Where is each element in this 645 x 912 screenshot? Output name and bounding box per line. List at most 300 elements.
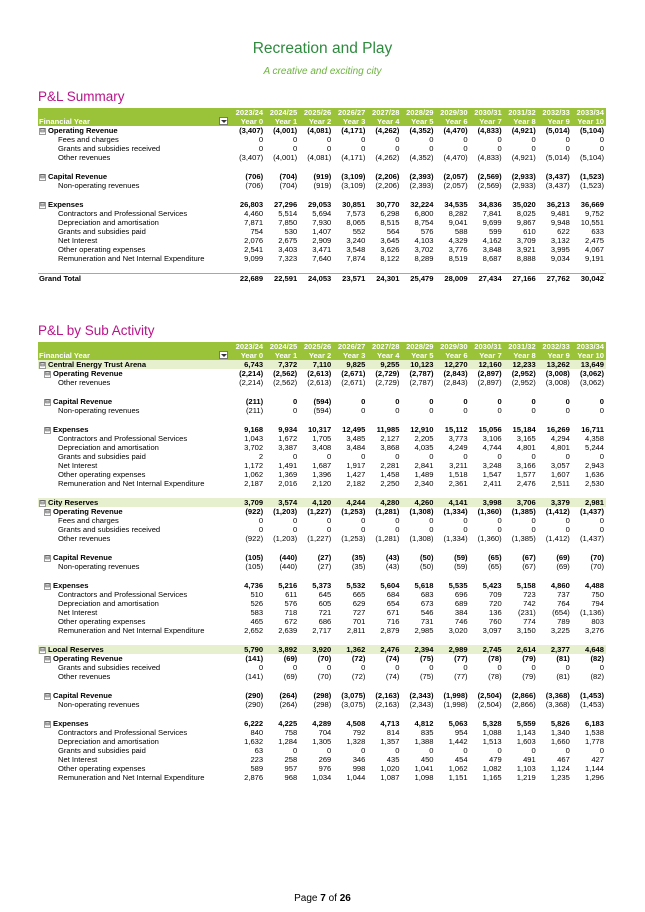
value-cell: (2,671) [341,369,366,378]
collapse-toggle-icon[interactable]: ⊟ [45,692,51,699]
value-cell: 4,736 [244,581,264,590]
row-label-cell [38,700,231,709]
collapse-toggle-icon[interactable]: ⊟ [45,554,51,561]
value-cell: 0 [565,406,570,415]
value-cell: 13,649 [572,360,606,369]
value-cell: 2,361 [448,479,468,488]
value-cell: 0 [292,144,298,153]
table-row [38,479,606,488]
value-cell: 0 [599,452,604,461]
value-cell: (1,308) [409,507,434,516]
table-row [38,599,606,608]
value-cell: (2,504) [477,691,502,700]
value-cell: (70) [317,654,332,663]
value-cell: 4,801 [550,443,570,452]
table-row [38,728,606,737]
value-cell: 1,340 [550,728,570,737]
value-cell: 0 [599,406,604,415]
spacer-row [38,162,606,172]
value-cell: 764 [557,599,570,608]
value-cell: (5,014) [545,153,570,162]
header-period-cell: Year 8 [504,117,538,126]
value-cell: 2,841 [414,461,434,470]
value-cell: 4,120 [299,498,333,507]
value-cell: 5,790 [231,645,265,654]
page-title: Recreation and Play [252,40,393,57]
table-row [38,227,606,236]
table-row [38,135,606,144]
value-cell: 564 [386,227,400,236]
value-cell: 689 [454,599,468,608]
value-cell: (5,104) [579,153,604,162]
value-cell: 3,868 [380,443,400,452]
value-cell: (2,393) [409,172,434,181]
value-cell: 0 [531,144,536,153]
spacer-cell [38,190,606,200]
row-label-cell [38,218,231,227]
header-year-cell: 2032/33 [538,108,572,117]
spacer-row [38,571,606,581]
value-cell: (27) [317,553,332,562]
table-row [38,617,606,626]
value-cell: 26,803 [239,200,264,209]
value-cell: 4,648 [572,645,606,654]
value-cell: (35) [351,562,366,571]
value-cell: 727 [352,608,366,617]
group-row [38,425,606,434]
table-row [38,443,606,452]
row-label: Grants and subsidies received [58,144,161,153]
value-cell: 1,219 [516,773,536,782]
header-label-cell [38,351,231,360]
row-label: Non-operating revenues [58,562,140,571]
row-label: Grants and subsidies paid [58,746,146,755]
value-cell: 2,985 [414,626,434,635]
value-cell: 0 [463,516,468,525]
value-cell: 0 [361,452,366,461]
value-cell: 30,042 [572,273,606,283]
value-cell: 1,636 [584,470,604,479]
row-label-cell [38,626,231,635]
value-cell: (3,008) [545,378,570,387]
value-cell: 803 [591,617,604,626]
collapse-toggle-icon[interactable]: ⊟ [40,127,46,134]
value-cell: 1,144 [584,764,604,773]
row-label-cell [38,470,231,479]
value-cell: 27,762 [538,273,572,283]
value-cell: 1,044 [346,773,366,782]
value-cell: 721 [318,608,332,617]
value-cell: (4,262) [375,153,400,162]
row-label-cell [38,479,231,488]
value-cell: 789 [557,617,570,626]
value-cell: 4,141 [436,498,470,507]
value-cell: 2 [258,452,264,461]
value-cell: 4,260 [401,498,435,507]
value-cell: 2,530 [584,479,604,488]
value-cell: 4,860 [550,581,570,590]
value-cell: 3,773 [448,434,468,443]
value-cell: (2,206) [375,172,400,181]
collapse-toggle-icon[interactable]: ⊟ [45,398,51,405]
value-cell: (4,352) [409,126,434,135]
row-label: Other revenues [58,378,111,387]
value-cell: 720 [489,599,502,608]
value-cell: 673 [420,599,434,608]
value-cell: 3,240 [346,236,366,245]
header-year-cell: 2024/25 [265,342,299,351]
row-label-cell [38,135,231,144]
value-cell: 1,034 [312,773,332,782]
value-cell: (919) [313,172,332,181]
row-label: Depreciation and amortisation [58,443,159,452]
value-cell: 491 [523,755,536,764]
value-cell: 2,377 [538,645,572,654]
value-cell: 3,248 [482,461,502,470]
value-cell: (5,104) [579,126,604,135]
header-period-cell: Year 1 [265,117,299,126]
row-label: Operating Revenue [53,369,123,378]
value-cell: 0 [258,144,264,153]
value-cell: 15,112 [444,425,468,434]
value-cell: (2,843) [443,378,468,387]
value-cell: (2,866) [511,700,536,709]
value-cell: 0 [292,397,298,406]
value-cell: 1,041 [414,764,434,773]
value-cell: 0 [327,516,332,525]
row-label-cell [38,236,231,245]
value-cell: 3,995 [550,245,570,254]
value-cell: (3,109) [341,172,366,181]
value-cell: 605 [318,599,332,608]
table-row [38,525,606,534]
value-cell: 0 [429,746,434,755]
row-label: Operating Revenue [53,507,123,516]
collapse-toggle-icon[interactable]: ⊟ [45,655,51,662]
row-label-cell [38,406,231,415]
value-cell: 998 [352,764,366,773]
value-cell: 758 [284,728,298,737]
collapse-toggle-icon[interactable]: ⊟ [40,201,46,208]
value-cell: (2,952) [511,378,536,387]
value-cell: 0 [463,663,468,672]
value-cell: 1,672 [278,434,298,443]
section-heading-sub-activity: P&L by Sub Activity [38,323,155,338]
value-cell: 12,495 [342,425,366,434]
value-cell: (105) [245,553,264,562]
value-cell: 589 [250,764,264,773]
value-cell: 269 [318,755,332,764]
value-cell: (35) [351,553,366,562]
pl-sub-activity-table [38,342,606,782]
value-cell: 16,269 [546,425,570,434]
value-cell: 622 [557,227,570,236]
value-cell: 671 [386,608,400,617]
value-cell: (70) [317,672,332,681]
collapse-toggle-icon[interactable]: ⊟ [40,646,46,653]
collapse-toggle-icon[interactable]: ⊟ [45,370,51,377]
value-cell: 968 [284,773,298,782]
value-cell: 0 [429,525,434,534]
row-label: Capital Revenue [48,172,108,181]
sub-activity-row [38,498,606,507]
value-cell: (290) [245,700,264,709]
table-row [38,144,606,153]
value-cell: 0 [463,406,468,415]
footer-page-total: 26 [339,893,351,904]
value-cell: (72) [351,672,366,681]
row-label: Net Interest [58,755,98,764]
value-cell: 4,713 [380,719,400,728]
table-row [38,153,606,162]
row-label: Expenses [53,581,89,590]
row-label-cell [38,516,231,525]
value-cell: (264) [279,691,298,700]
value-cell: 32,224 [410,200,434,209]
value-cell: 3,892 [265,645,299,654]
row-label-cell [38,181,231,190]
value-cell: 0 [531,663,536,672]
value-cell: 4,225 [278,719,298,728]
value-cell: 34,836 [478,200,502,209]
row-label-cell [38,369,231,378]
value-cell: 0 [429,144,434,153]
row-label-cell [38,672,231,681]
value-cell: 3,211 [449,461,468,470]
value-cell: (3,062) [579,369,604,378]
value-cell: 1,062 [448,764,468,773]
table-row [38,764,606,773]
value-cell: 5,514 [278,209,298,218]
sub-activity-row [38,645,606,654]
collapse-toggle-icon[interactable]: ⊟ [45,582,51,589]
value-cell: (67) [522,562,536,571]
value-cell: (2,843) [443,369,468,378]
collapse-toggle-icon[interactable]: ⊟ [45,720,51,727]
filter-dropdown-icon[interactable] [219,117,228,125]
value-cell: (59) [454,553,468,562]
value-cell: (50) [420,562,434,571]
value-cell: 0 [497,135,502,144]
row-label-cell [38,654,231,663]
value-cell: (69) [556,562,570,571]
value-cell: 2,652 [244,626,264,635]
value-cell: 0 [497,406,502,415]
header-period-cell: Year 9 [538,117,572,126]
header-period-cell: Year 5 [401,117,435,126]
value-cell: 10,317 [308,425,332,434]
row-label-cell [38,746,231,755]
value-cell: 25,479 [401,273,435,283]
value-cell: 30,770 [376,200,400,209]
value-cell: 1,124 [550,764,570,773]
header-year-cell: 2030/31 [470,342,504,351]
row-label: Remuneration and Net Internal Expenditure [58,479,205,488]
value-cell: 0 [361,406,366,415]
value-cell: 0 [361,397,366,406]
value-cell: 1,687 [312,461,332,470]
value-cell: 0 [463,746,468,755]
value-cell: 3,225 [550,626,570,635]
value-cell: 3,166 [516,461,536,470]
value-cell: 5,373 [312,581,332,590]
row-label: Grants and subsidies received [58,525,161,534]
value-cell: 7,323 [278,254,298,263]
value-cell: (3,368) [545,691,570,700]
value-cell: 0 [327,144,332,153]
value-cell: 63 [254,746,264,755]
value-cell: 701 [352,617,366,626]
value-cell: 5,618 [414,581,434,590]
collapse-toggle-icon[interactable]: ⊟ [45,508,51,515]
value-cell: 8,282 [448,209,468,218]
row-label: Depreciation and amortisation [58,218,159,227]
value-cell: 576 [420,227,434,236]
value-cell: 3,702 [244,443,264,452]
value-cell: 27,166 [504,273,538,283]
value-cell: 0 [395,516,400,525]
table-row [38,534,606,543]
header-year-cell: 2025/26 [299,342,333,351]
value-cell: (69) [556,553,570,562]
value-cell: 1,062 [244,470,264,479]
value-cell: (69) [283,654,298,663]
value-cell: 5,158 [516,581,536,590]
value-cell: 610 [523,227,536,236]
value-cell: 5,826 [550,719,570,728]
row-label: Contractors and Professional Services [58,590,188,599]
row-label: Other operating expenses [58,245,146,254]
value-cell: (3,368) [545,700,570,709]
value-cell: 10,123 [401,360,435,369]
row-label: Depreciation and amortisation [58,599,159,608]
value-cell: 9,034 [550,254,570,263]
value-cell: 2,476 [367,645,401,654]
value-cell: 2,511 [551,479,570,488]
spacer-cell [38,488,606,498]
row-label: Depreciation and amortisation [58,737,159,746]
value-cell: 10,551 [580,218,604,227]
value-cell: 5,694 [312,209,332,218]
value-cell: (1,334) [443,507,468,516]
value-cell: 0 [599,516,604,525]
value-cell: 794 [591,599,604,608]
value-cell: 0 [395,135,400,144]
header-period-cell: Year 4 [367,351,401,360]
value-cell: 3,106 [482,434,502,443]
value-cell: 2,250 [380,479,400,488]
value-cell: 0 [565,397,570,406]
row-label: Other revenues [58,153,111,162]
value-cell: 1,778 [584,737,604,746]
value-cell: 8,888 [516,254,536,263]
value-cell: 0 [429,397,434,406]
collapse-toggle-icon[interactable]: ⊟ [40,361,46,368]
collapse-toggle-icon[interactable]: ⊟ [45,426,51,433]
value-cell: 12,233 [504,360,538,369]
value-cell: 0 [395,746,400,755]
value-cell: 2,394 [401,645,435,654]
row-label-cell [38,719,231,728]
value-cell: (2,933) [511,172,536,181]
header-year-cell: 2024/25 [265,108,299,117]
value-cell: (1,203) [273,534,298,543]
value-cell: 0 [327,452,332,461]
value-cell: 2,981 [572,498,606,507]
value-cell: 5,244 [584,443,604,452]
row-label: Fees and charges [58,516,119,525]
value-cell: 6,222 [244,719,264,728]
value-cell: 3,276 [584,626,604,635]
value-cell: (1,412) [545,507,570,516]
row-label: Other operating expenses [58,617,146,626]
value-cell: (4,833) [477,126,502,135]
value-cell: 9,481 [550,209,570,218]
value-cell: 4,801 [516,443,536,452]
header-year-cell: 2028/29 [401,108,435,117]
value-cell: 0 [395,452,400,461]
header-label-cell [38,117,231,126]
row-label: Fees and charges [58,135,119,144]
value-cell: (70) [590,562,604,571]
value-cell: 3,057 [550,461,570,470]
value-cell: (1,437) [579,507,604,516]
value-cell: (4,470) [443,153,468,162]
value-cell: 7,841 [482,209,502,218]
value-cell: 258 [284,755,298,764]
collapse-toggle-icon[interactable]: ⊟ [40,173,46,180]
value-cell: 4,244 [333,498,367,507]
value-cell: 840 [250,728,264,737]
value-cell: 1,538 [584,728,604,737]
group-row [38,691,606,700]
value-cell: (298) [313,691,332,700]
row-label-cell [38,608,231,617]
row-label-cell [38,425,231,434]
header-row-years [38,108,606,117]
value-cell: 0 [599,397,604,406]
filter-dropdown-icon[interactable] [219,351,228,359]
value-cell: 760 [489,617,502,626]
value-cell: (2,569) [477,172,502,181]
collapse-toggle-icon[interactable]: ⊟ [40,499,46,506]
page-subtitle: A creative and exciting city [263,66,382,77]
value-cell: 3,574 [265,498,299,507]
group-row [38,126,606,135]
footer-of: of [328,893,337,904]
row-label: Non-operating revenues [58,700,140,709]
value-cell: 2,675 [278,236,298,245]
value-cell: 3,848 [482,245,502,254]
value-cell: (75) [420,672,434,681]
value-cell: 22,689 [231,273,265,283]
value-cell: 15,056 [478,425,502,434]
value-cell: 0 [292,746,298,755]
value-cell: 0 [497,525,502,534]
value-cell: 8,687 [482,254,502,263]
row-label: Other revenues [58,672,111,681]
header-label: Financial Year [39,351,90,360]
value-cell: 723 [523,590,536,599]
value-cell: 1,427 [346,470,366,479]
value-cell: (2,933) [511,181,536,190]
value-cell: (2,613) [307,378,332,387]
value-cell: 0 [463,525,468,534]
value-cell: 2,016 [278,479,298,488]
spacer-cell [38,387,606,397]
spacer-cell [38,681,606,691]
table-row [38,700,606,709]
